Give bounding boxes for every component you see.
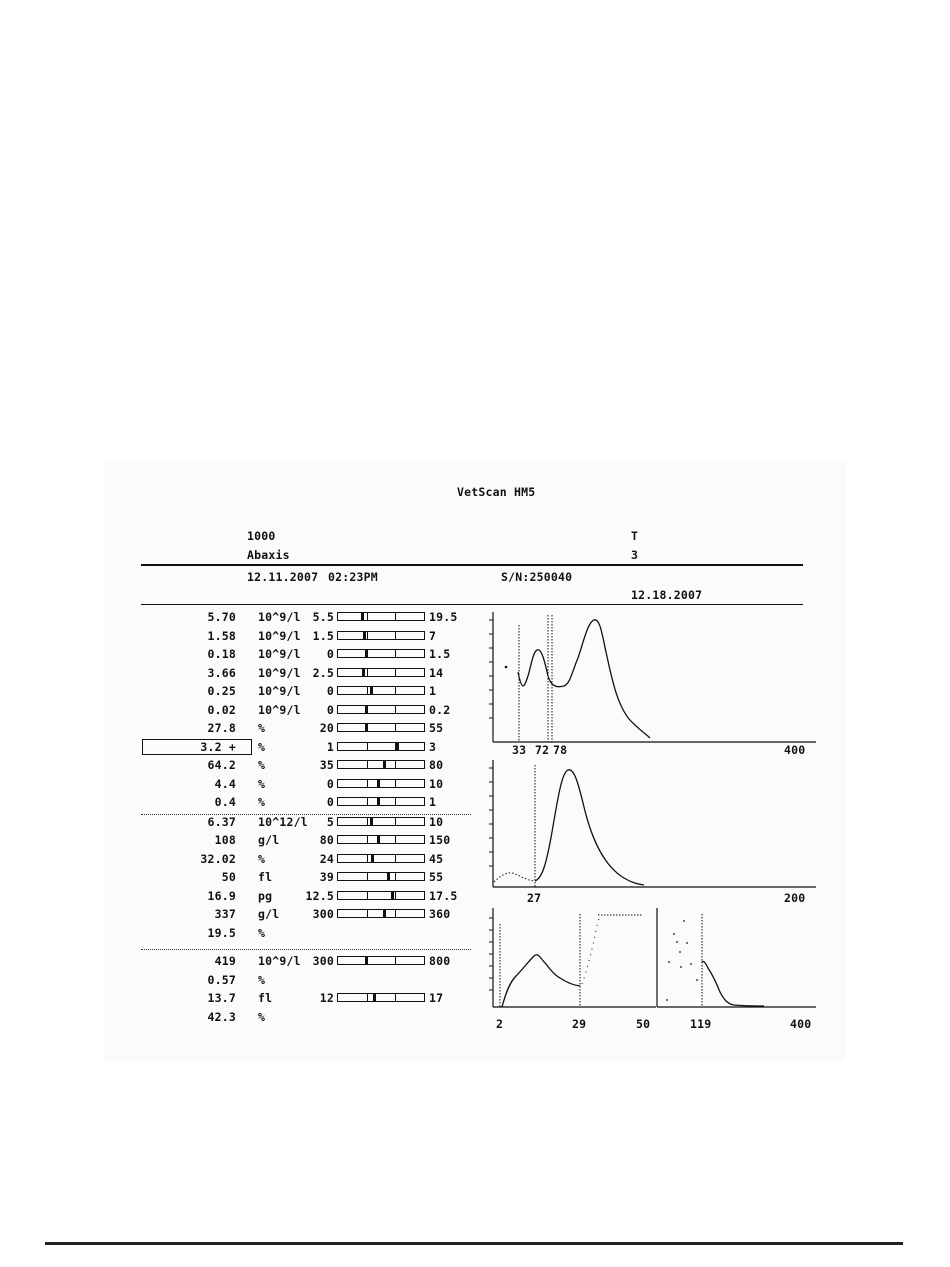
result-unit: g/l (258, 833, 280, 847)
plt-extended-histogram (657, 908, 816, 1007)
result-value: 13.7 (207, 991, 236, 1005)
result-unit: % (258, 926, 266, 940)
result-value: 3.66 (207, 666, 236, 680)
reference-high: 19.5 (429, 610, 458, 624)
result-value: 1.58 (207, 629, 236, 643)
plt-ext-label-119: 119 (690, 1017, 712, 1031)
reference-high: 17.5 (429, 889, 458, 903)
result-unit: 10^9/l (258, 954, 301, 968)
reference-high: 14 (429, 666, 444, 680)
reference-low: 2.5 (312, 666, 334, 680)
reference-low: 20 (319, 721, 334, 735)
result-value: 0.57 (207, 973, 236, 987)
result-unit: % (258, 795, 266, 809)
reference-low: 35 (319, 758, 334, 772)
reference-high: 10 (429, 815, 444, 829)
run-time: 02:23PM (328, 570, 378, 584)
reference-high: 360 (429, 907, 451, 921)
run-date: 12.11.2007 (247, 570, 319, 584)
result-value: 27.8 (207, 721, 236, 735)
result-unit: % (258, 777, 266, 791)
rbc-histogram (489, 760, 816, 887)
result-value: 0.4 (214, 795, 236, 809)
result-value: 0.25 (207, 684, 236, 698)
reference-high: 45 (429, 852, 444, 866)
rbc-dotted-curve (494, 873, 535, 882)
plt-label-29: 29 (572, 1017, 587, 1031)
plt-label-50: 50 (636, 1017, 651, 1031)
reference-low: 1 (326, 740, 334, 754)
wbc-label-72: 72 (535, 743, 550, 757)
reference-high: 80 (429, 758, 444, 772)
result-unit: pg (258, 889, 273, 903)
wbc-curve (518, 620, 650, 738)
result-unit: 10^9/l (258, 684, 301, 698)
patient-id: 1000 (247, 529, 276, 543)
reference-low: 0 (326, 703, 334, 717)
reference-low: 12.5 (305, 889, 334, 903)
wbc-histogram (489, 612, 816, 742)
result-unit: % (258, 1010, 266, 1024)
result-unit: g/l (258, 907, 280, 921)
plt-extended-curve (702, 961, 764, 1006)
reference-high: 17 (429, 991, 444, 1005)
result-value: 6.37 (207, 815, 236, 829)
reference-high: 3 (429, 740, 437, 754)
reference-high: 0.2 (429, 703, 451, 717)
reference-high: 55 (429, 721, 444, 735)
reference-low: 300 (312, 954, 334, 968)
result-unit: 10^12/l (258, 815, 308, 829)
result-value: 0.02 (207, 703, 236, 717)
result-value: 50 (221, 870, 236, 884)
plt-ext-label-400: 400 (790, 1017, 812, 1031)
page-footer-rule (45, 1242, 903, 1245)
result-value: 0.18 (207, 647, 236, 661)
result-unit: fl (258, 991, 273, 1005)
analyzer-printout (104, 462, 846, 1062)
reference-low: 0 (326, 795, 334, 809)
result-unit: 10^9/l (258, 703, 301, 717)
species-code: T (631, 529, 639, 543)
result-value: 108 (214, 833, 236, 847)
plt-curve (502, 955, 580, 1007)
reference-high: 1 (429, 684, 437, 698)
reference-high: 10 (429, 777, 444, 791)
result-unit: % (258, 721, 266, 735)
rbc-label-27: 27 (527, 891, 542, 905)
plt-scatter (666, 920, 698, 1001)
result-value: 42.3 (207, 1010, 236, 1024)
plt-histogram (489, 908, 656, 1007)
result-value: 32.02 (200, 852, 236, 866)
patient-name: Abaxis (247, 548, 290, 562)
rbc-curve (535, 770, 644, 885)
result-value: 16.9 (207, 889, 236, 903)
reference-low: 0 (326, 647, 334, 661)
wbc-label-400: 400 (784, 743, 806, 757)
plt-label-2: 2 (496, 1017, 504, 1031)
reference-low: 5.5 (312, 610, 334, 624)
serial-number: S/N:250040 (501, 570, 573, 584)
result-value: 19.5 (207, 926, 236, 940)
reference-low: 39 (319, 870, 334, 884)
result-unit: % (258, 852, 266, 866)
result-value: 337 (214, 907, 236, 921)
result-value: 4.4 (214, 777, 236, 791)
reference-low: 300 (312, 907, 334, 921)
result-value: 3.2 + (200, 740, 236, 754)
reference-high: 7 (429, 629, 437, 643)
result-value: 419 (214, 954, 236, 968)
reference-low: 12 (319, 991, 334, 1005)
reference-high: 800 (429, 954, 451, 968)
reference-low: 5 (326, 815, 334, 829)
reference-high: 1.5 (429, 647, 451, 661)
plt-dotted-tail (582, 916, 600, 984)
result-unit: fl (258, 870, 273, 884)
reference-low: 0 (326, 777, 334, 791)
result-unit: 10^9/l (258, 647, 301, 661)
result-unit: % (258, 758, 266, 772)
reference-low: 80 (319, 833, 334, 847)
wbc-label-78: 78 (553, 743, 568, 757)
result-unit: % (258, 973, 266, 987)
histogram-panel (104, 462, 846, 1062)
reference-high: 55 (429, 870, 444, 884)
device-title: VetScan HM5 (457, 485, 536, 499)
sample-number: 3 (631, 548, 639, 562)
result-unit: 10^9/l (258, 629, 301, 643)
wbc-label-33: 33 (512, 743, 527, 757)
result-unit: % (258, 740, 266, 754)
reference-high: 150 (429, 833, 451, 847)
rbc-label-200: 200 (784, 891, 806, 905)
result-unit: 10^9/l (258, 666, 301, 680)
print-date: 12.18.2007 (631, 588, 703, 602)
reference-low: 1.5 (312, 629, 334, 643)
result-unit: 10^9/l (258, 610, 301, 624)
result-value: 64.2 (207, 758, 236, 772)
reference-low: 24 (319, 852, 334, 866)
reference-high: 1 (429, 795, 437, 809)
result-value: 5.70 (207, 610, 236, 624)
reference-low: 0 (326, 684, 334, 698)
